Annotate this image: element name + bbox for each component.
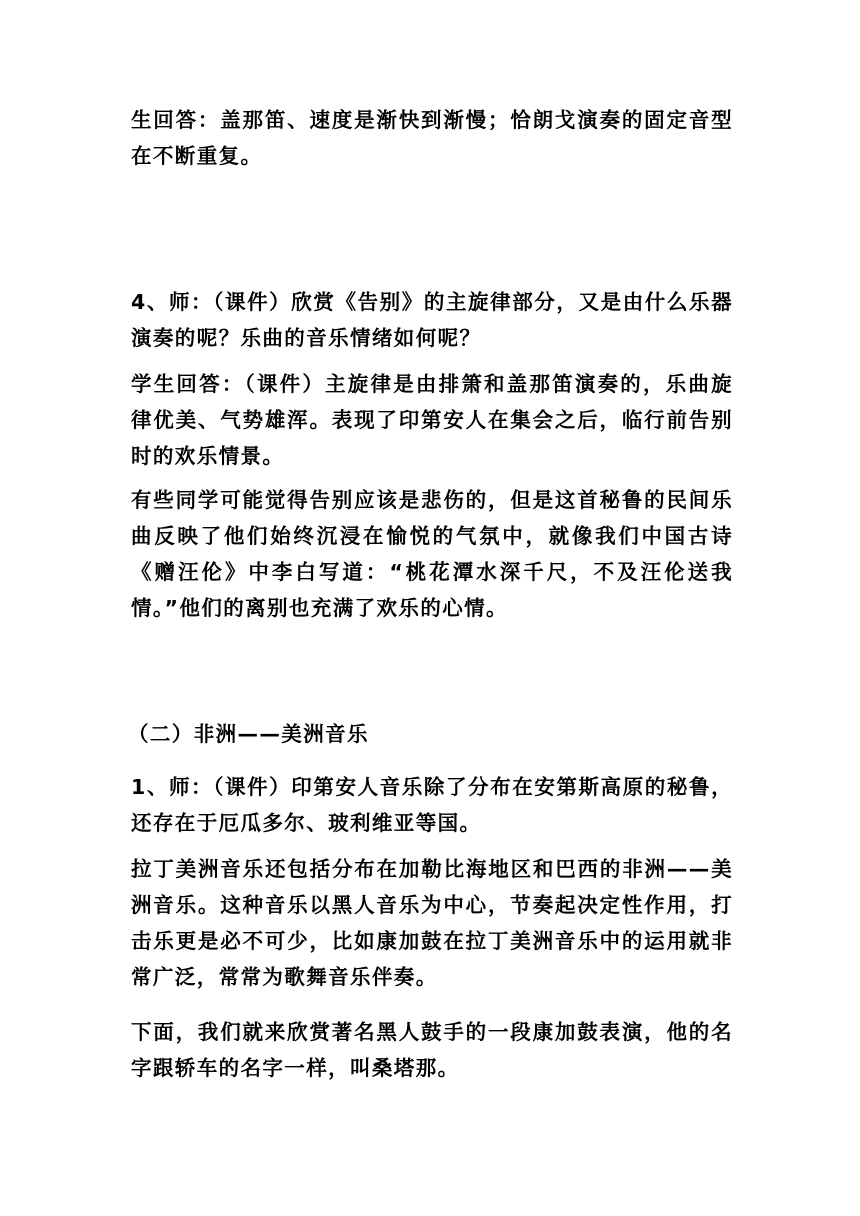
teacher-question-paragraph: 4、师：（课件）欣赏《告别》的主旋律部分，又是由什么乐器演奏的呢？乐曲的音乐情绪如何呢？ (131, 290, 733, 350)
section-heading: （二）非洲——美洲音乐 (128, 722, 369, 746)
student-answer-paragraph: 生回答：盖那笛、速度是渐快到渐慢；恰朗戈演奏的固定音型在不断重复。 (131, 108, 733, 168)
conga-performance-paragraph: 下面，我们就来欣赏著名黑人鼓手的一段康加鼓表演，他的名字跟轿车的名字一样，叫桑塔那。 (131, 1020, 733, 1080)
afro-american-music-paragraph: 拉丁美洲音乐还包括分布在加勒比海地区和巴西的非洲——美洲音乐。这种音乐以黑人音乐为中心，节奏起决定性作用，打击乐更是必不可少，比如康加鼓在拉丁美洲音乐中的运用就非常广泛，常常为歌舞音乐伴奏。 (131, 857, 733, 989)
farewell-explanation-paragraph: 有些同学可能觉得告别应该是悲伤的，但是这首秘鲁的民间乐曲反映了他们始终沉浸在愉悦的气氛中，就像我们中国古诗《赠汪伦》中李白写道：“桃花潭水深千尺，不及汪伦送我情。”他们的离别也充满了欢乐的心情。 (131, 488, 733, 620)
student-answer-melody-paragraph: 学生回答：（课件）主旋律是由排箫和盖那笛演奏的，乐曲旋律优美、气势雄浑。表现了印第安人在集会之后，临行前告别时的欢乐情景。 (131, 372, 733, 468)
teacher-intro-paragraph: 1、师：（课件）印第安人音乐除了分布在安第斯高原的秘鲁，还存在于厄瓜多尔、玻利维亚等国。 (131, 775, 733, 835)
